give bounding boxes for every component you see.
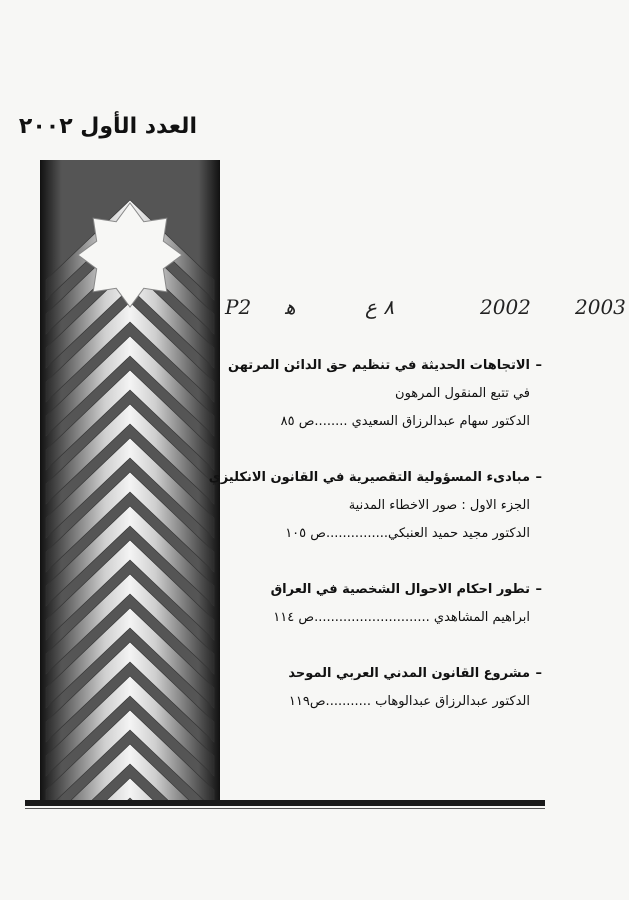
decorative-banner <box>40 160 220 800</box>
toc-entry-line: الجزء الاول : صور الاخطاء المدنية <box>348 498 530 513</box>
star-icon <box>78 203 182 307</box>
dash-marker: – <box>535 582 542 597</box>
toc-entry-author: الدكتور سهام عبدالرزاق السعيدي ........ص ٨٥ <box>280 414 530 429</box>
toc-entry-author: الدكتور مجيد حميد العنبكي...............ص ١٠٥ <box>285 526 530 541</box>
toc-entry <box>208 464 542 548</box>
toc-entry-title: مبادىء المسؤولية التقصيرية في القانون الانكليزي <box>208 470 530 485</box>
toc-entry-author: الدكتور عبدالرزاق عبدالوهاب ...........ص١١٩ <box>288 694 530 709</box>
handwritten-note: ٨ ع <box>365 295 395 319</box>
dash-marker: – <box>535 666 542 681</box>
handwritten-note: 2003 <box>575 295 626 319</box>
handwritten-note: P2 <box>225 295 252 319</box>
table-of-contents <box>208 352 542 744</box>
toc-entry-title: مشروع القانون المدني العربي الموحد <box>288 666 530 681</box>
issue-title: العدد الأول ٢٠٠٢ <box>18 114 197 139</box>
handwritten-notes <box>225 295 625 335</box>
toc-entry <box>225 576 542 632</box>
dash-marker: – <box>535 358 542 373</box>
bottom-rule <box>25 800 545 806</box>
toc-entry-line: في تتبع المنقول المرهون <box>395 386 530 401</box>
toc-entry-title: الاتجاهات الحديثة في تنظيم حق الدائن المرتهن <box>228 358 530 373</box>
handwritten-note: ﻫ <box>285 295 296 319</box>
toc-entry <box>225 352 542 436</box>
dash-marker: – <box>535 470 542 485</box>
handwritten-note: 2002 <box>480 295 531 319</box>
toc-entry-author: ابراهيم المشاهدي ............................ص ١١٤ <box>273 610 530 625</box>
toc-entry-title: تطور احكام الاحوال الشخصية في العراق <box>270 582 530 597</box>
toc-entry <box>225 660 542 716</box>
